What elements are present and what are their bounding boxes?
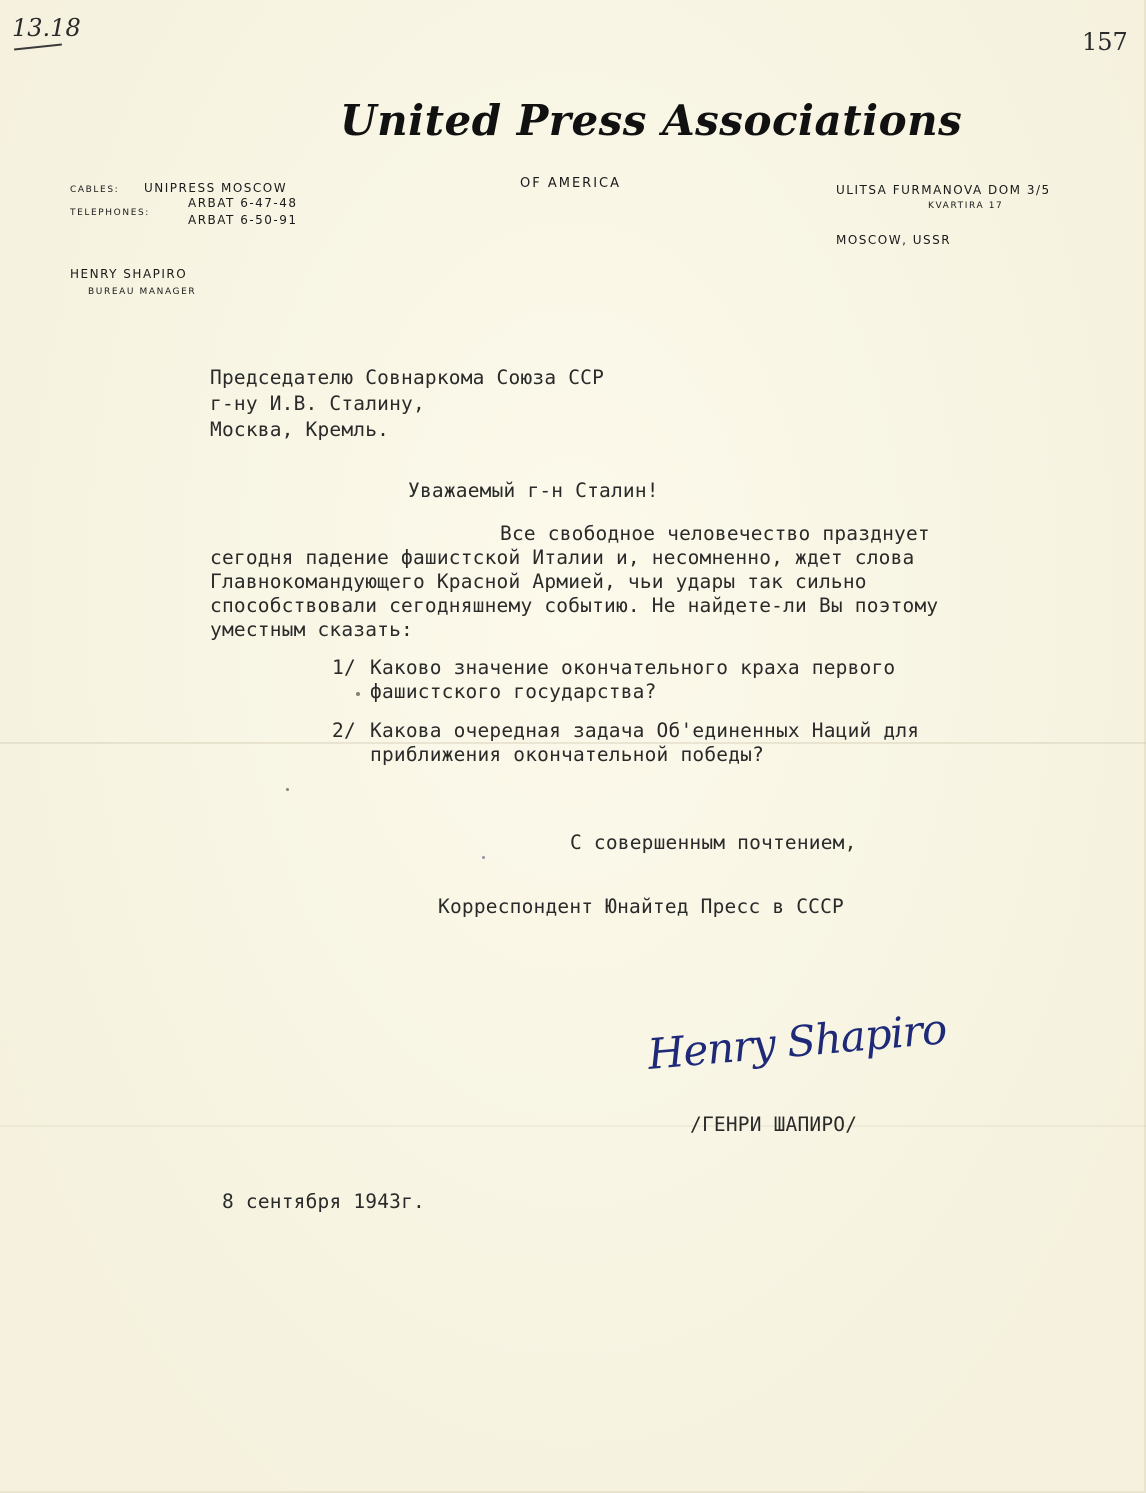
ink-dot — [286, 788, 289, 791]
archive-mark-underline — [14, 43, 62, 50]
address-line-3: MOSCOW, USSR — [836, 233, 952, 247]
telephone-2: ARBAT 6-50-91 — [188, 213, 298, 227]
recipient-line: Председателю Совнаркома Союза ССР — [210, 366, 605, 389]
sender-name: /ГЕНРИ ШАПИРО/ — [690, 1113, 858, 1136]
sender-title: Корреспондент Юнайтед Пресс в СССР — [438, 895, 844, 918]
body-line: способствовали сегодняшнему событию. Не найдете-ли Вы поэтому — [210, 594, 939, 617]
telephone-1: ARBAT 6-47-48 — [188, 196, 298, 210]
closing: С совершенным почтением, — [570, 831, 857, 854]
archive-mark — [12, 14, 81, 42]
archive-mark-text: 13.18 — [12, 14, 81, 42]
recipient-line: Москва, Кремль. — [210, 418, 390, 441]
question-number: 1/ — [332, 656, 356, 679]
recipient-line: г-ну И.В. Сталину, — [210, 392, 425, 415]
ink-dot — [356, 692, 360, 696]
letterhead-title: United Press Associations — [340, 96, 963, 145]
address-line-1: ULITSA FURMANOVA DOM 3/5 — [836, 183, 1051, 197]
paper-fold — [0, 1125, 1146, 1127]
question-line: фашистского государства? — [370, 680, 657, 703]
question-line: приближения окончательной победы? — [370, 743, 765, 766]
manager-name: HENRY SHAPIRO — [70, 267, 188, 281]
page-number: 157 — [1082, 28, 1128, 56]
manager-title: BUREAU MANAGER — [88, 287, 197, 297]
question-line: Какова очередная задача Об'единенных Наций для — [370, 719, 920, 742]
question-line: Каково значение окончательного краха первого — [370, 656, 896, 679]
signature: Henry Shapiro — [645, 1004, 949, 1079]
body-line: уместным сказать: — [210, 618, 413, 641]
cables-value: UNIPRESS MOSCOW — [144, 181, 288, 195]
body-line: Главнокомандующего Красной Армией, чьи удары так сильно — [210, 570, 867, 593]
ink-dot — [482, 856, 485, 859]
address-line-2: KVARTIRA 17 — [928, 201, 1004, 211]
telephones-label: TELEPHONES: — [70, 208, 150, 218]
body-line: сегодня падение фашистской Италии и, несомненно, ждет слова — [210, 546, 915, 569]
question-number: 2/ — [332, 719, 356, 742]
cables-label: CABLES: — [70, 185, 120, 195]
letter-date: 8 сентября 1943г. — [222, 1190, 425, 1213]
salutation: Уважаемый г-н Сталин! — [408, 479, 659, 502]
letterhead-subtitle: OF AMERICA — [520, 176, 622, 191]
body-line: Все свободное человечество празднует — [500, 522, 930, 545]
